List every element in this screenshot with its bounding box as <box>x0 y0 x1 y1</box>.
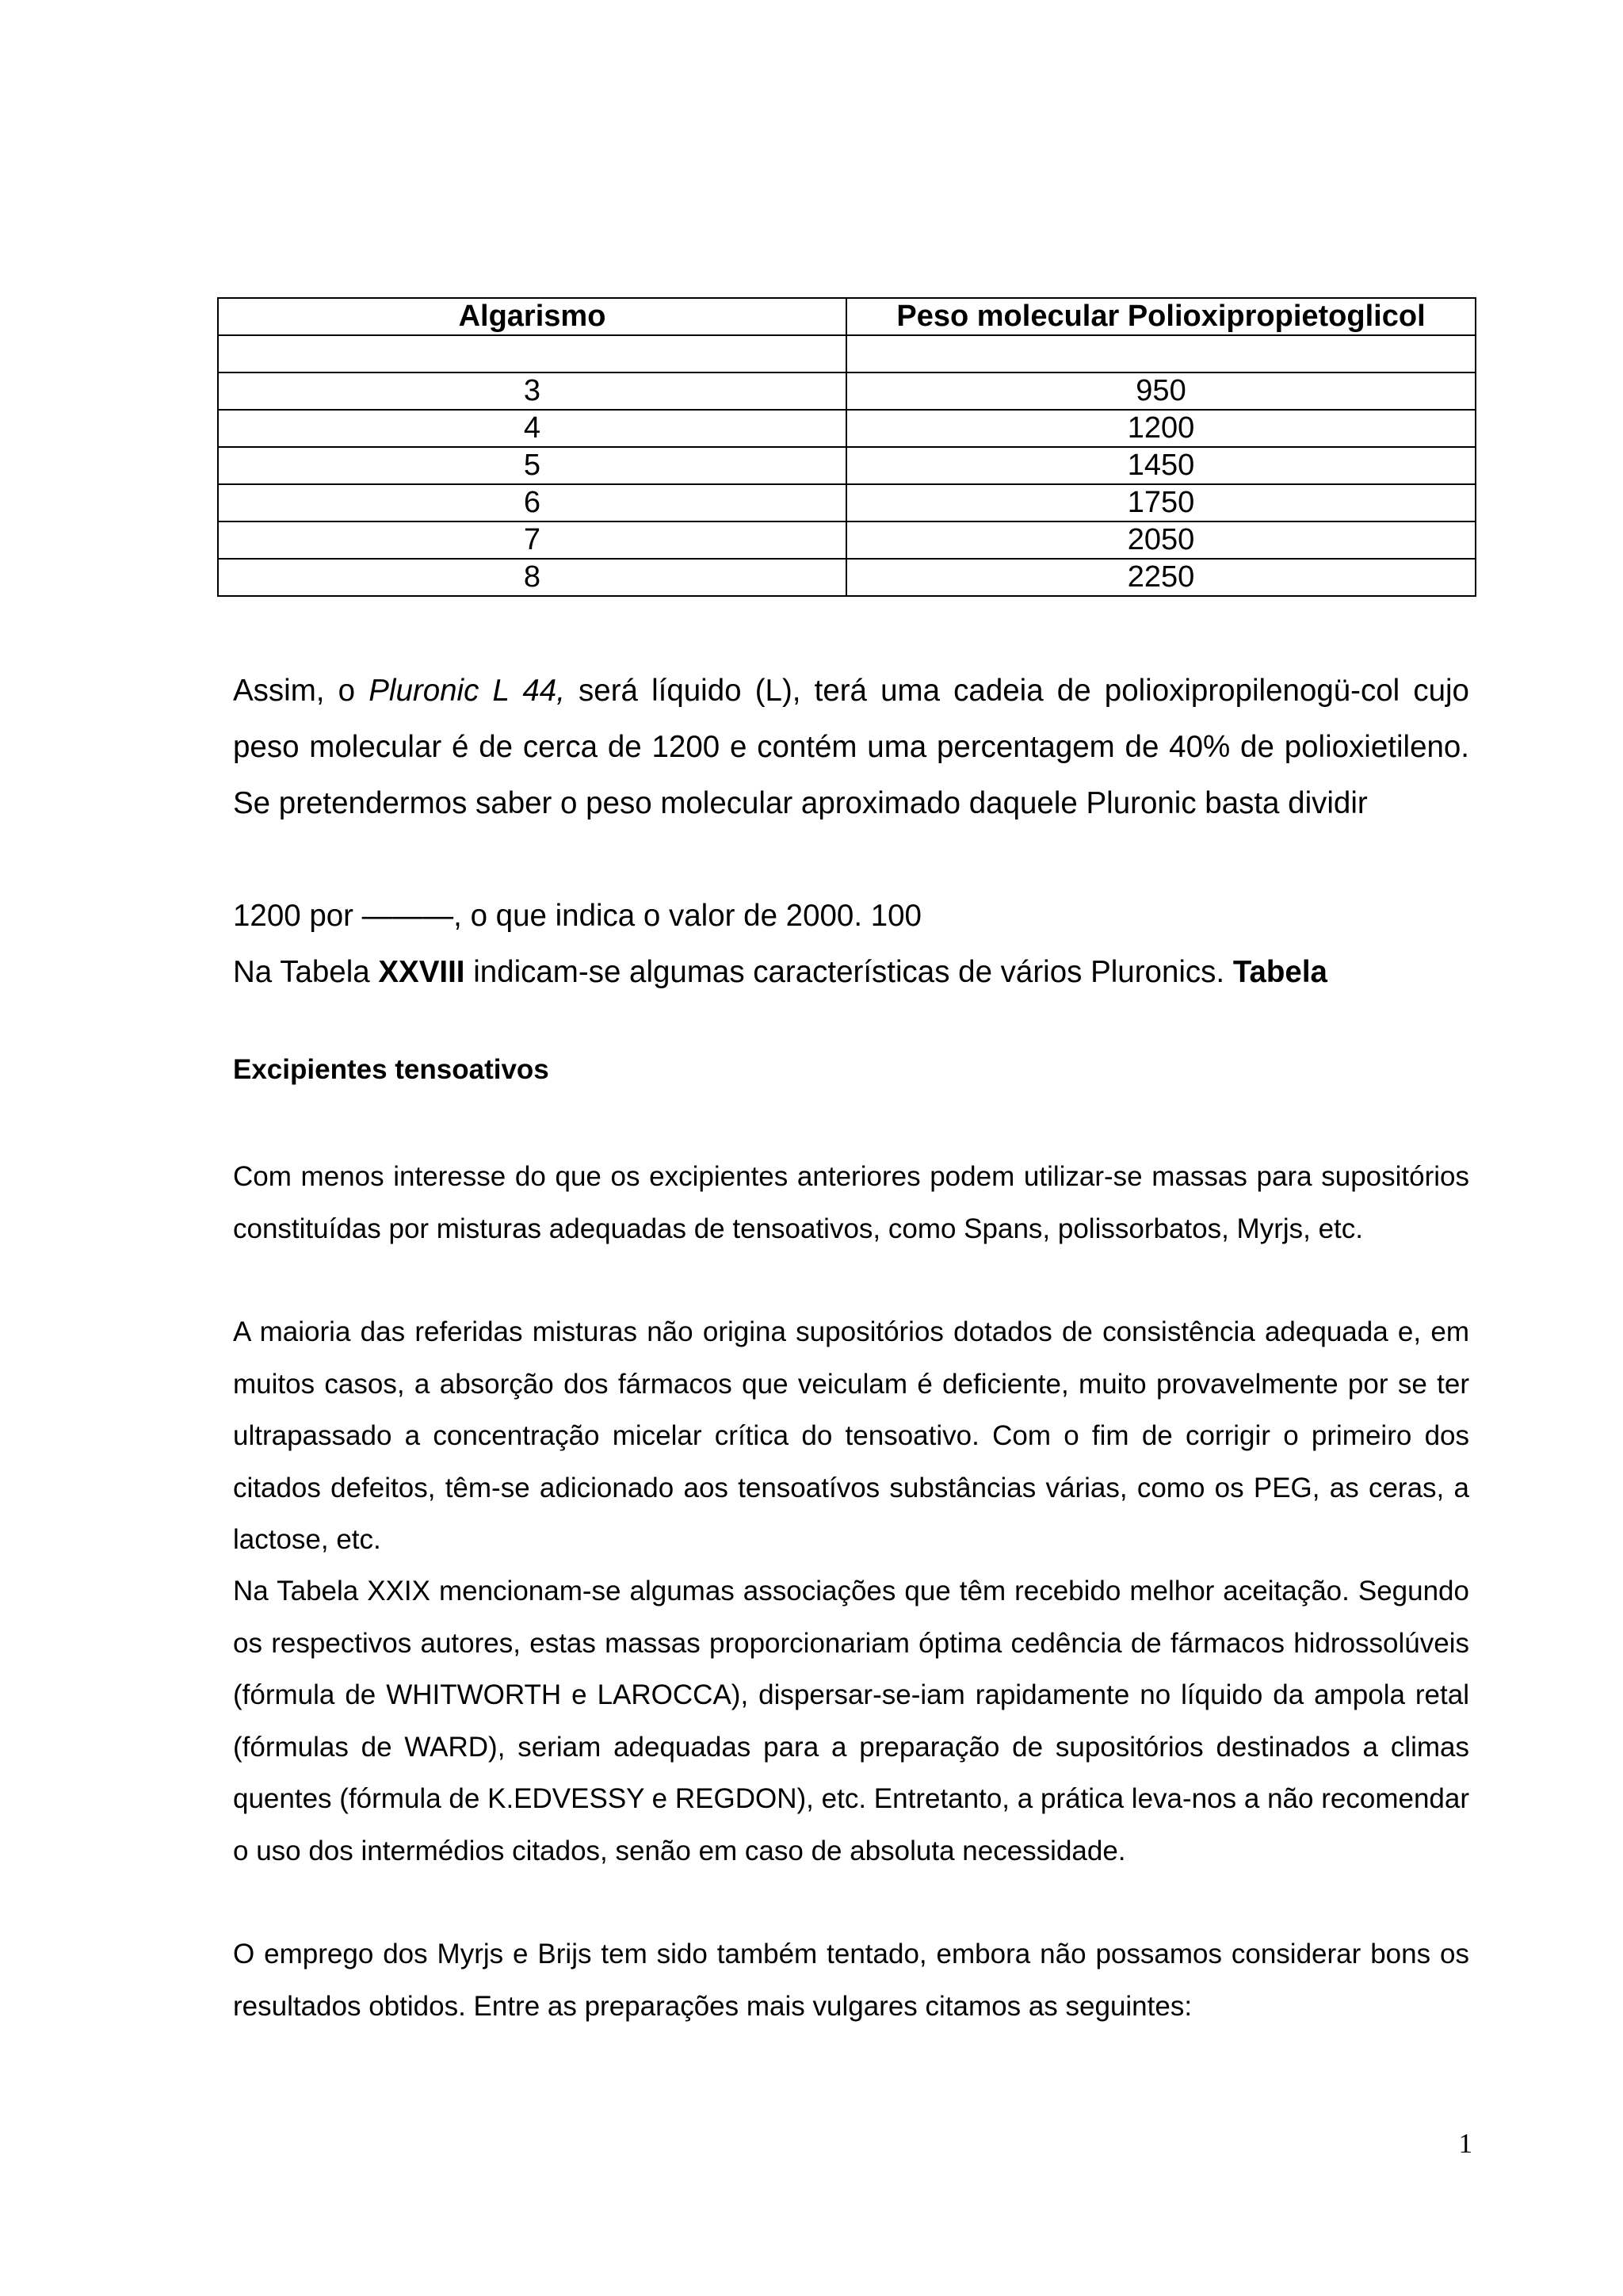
table-row <box>218 335 1476 372</box>
section-heading: Excipientes tensoativos <box>233 1054 549 1085</box>
paragraph-tensoativos-intro: Com menos interesse do que os excipientes anteriores podem utilizar-se massas para supositórios constituídas por misturas adequadas de tensoativos, como Spans, polissorbatos, Myrjs, etc. <box>233 1161 1469 1244</box>
table-cell-peso <box>846 335 1476 372</box>
table-cell-peso: 1750 <box>846 484 1476 521</box>
paragraph-division: 1200 por ———, o que indica o valor de 2000. 100 <box>233 899 922 933</box>
table-cell-peso: 1200 <box>846 410 1476 447</box>
pluronic-name-italic: Pluronic L 44, <box>369 674 565 708</box>
table-cell-peso: 2250 <box>846 559 1476 596</box>
table-row <box>218 559 1476 596</box>
table-row <box>218 410 1476 447</box>
table-cell-algarismo: 4 <box>218 410 846 447</box>
tabela-reference-text-start: Na Tabela <box>233 955 379 989</box>
paragraph-pluronic-text-start: Assim, o <box>233 674 369 708</box>
table-row <box>218 372 1476 410</box>
table-row <box>218 484 1476 521</box>
page-number: 1 <box>1458 2128 1472 2159</box>
tabela-reference-text-mid: indicam-se algumas características de vários Pluronics. <box>464 955 1233 989</box>
table-row <box>218 447 1476 484</box>
table-cell-peso: 950 <box>846 372 1476 410</box>
header-peso-molecular: Peso molecular Polioxipropietoglicol <box>846 298 1476 335</box>
paragraph-tabela-xxix: Na Tabela XXIX mencionam-se algumas associações que têm recebido melhor aceitação. Segundo os respectivos autores, estas massas proporcionariam óptima cedência de fármacos hidrossolúveis (fórmula de WHITWORTH e LAROCCA), dispersar-se-iam rapidamente no líquido da ampola retal (fórmulas de WARD), seriam adequadas para a preparação de supositórios destinados a climas quentes (fórmula de K.EDVESSY e REGDON), etc. Entretanto, a prática leva-nos a não recomendar o uso dos intermédios citados, senão em caso de absoluta necessidade. <box>233 1576 1469 1866</box>
table-cell-algarismo: 5 <box>218 447 846 484</box>
header-algarismo: Algarismo <box>218 298 846 335</box>
molecular-weight-table <box>217 297 1476 597</box>
paragraph-myrjs-brijs: O emprego dos Myrjs e Brijs tem sido também tentado, embora não possamos considerar bons os resultados obtidos. Entre as preparações mais vulgares citamos as seguintes: <box>233 1939 1469 2022</box>
table-cell-peso: 1450 <box>846 447 1476 484</box>
table-cell-peso: 2050 <box>846 521 1476 559</box>
paragraph-pluronic <box>233 663 1469 831</box>
table-cell-algarismo: 8 <box>218 559 846 596</box>
table-cell-algarismo: 3 <box>218 372 846 410</box>
paragraph-tabela-reference <box>233 944 1469 1000</box>
tabela-number-bold: XXVIII <box>378 955 465 989</box>
table-cell-algarismo: 7 <box>218 521 846 559</box>
table-header-row <box>218 298 1476 335</box>
table-cell-algarismo <box>218 335 846 372</box>
table-row <box>218 521 1476 559</box>
tabela-word-bold: Tabela <box>1232 955 1327 989</box>
table-cell-algarismo: 6 <box>218 484 846 521</box>
paragraph-pluronic-text-end: será líquido (L), terá uma cadeia de polioxipropilenogü-col cujo peso molecular é de cerca de 1200 e contém uma percentagem de 40% de polioxietileno. Se pretendermos saber o peso molecular aproximado daquele Pluronic basta dividir <box>233 674 1469 820</box>
paragraph-misturas: A maioria das referidas misturas não origina supositórios dotados de consistência adequada e, em muitos casos, a absorção dos fármacos que veiculam é deficiente, muito provavelmente por se ter ultrapassado a concentração micelar crítica do tensoativo. Com o fim de corrigir o primeiro dos citados defeitos, têm-se adicionado aos tensoatívos substâncias várias, como os PEG, as ceras, a lactose, etc. <box>233 1316 1469 1555</box>
